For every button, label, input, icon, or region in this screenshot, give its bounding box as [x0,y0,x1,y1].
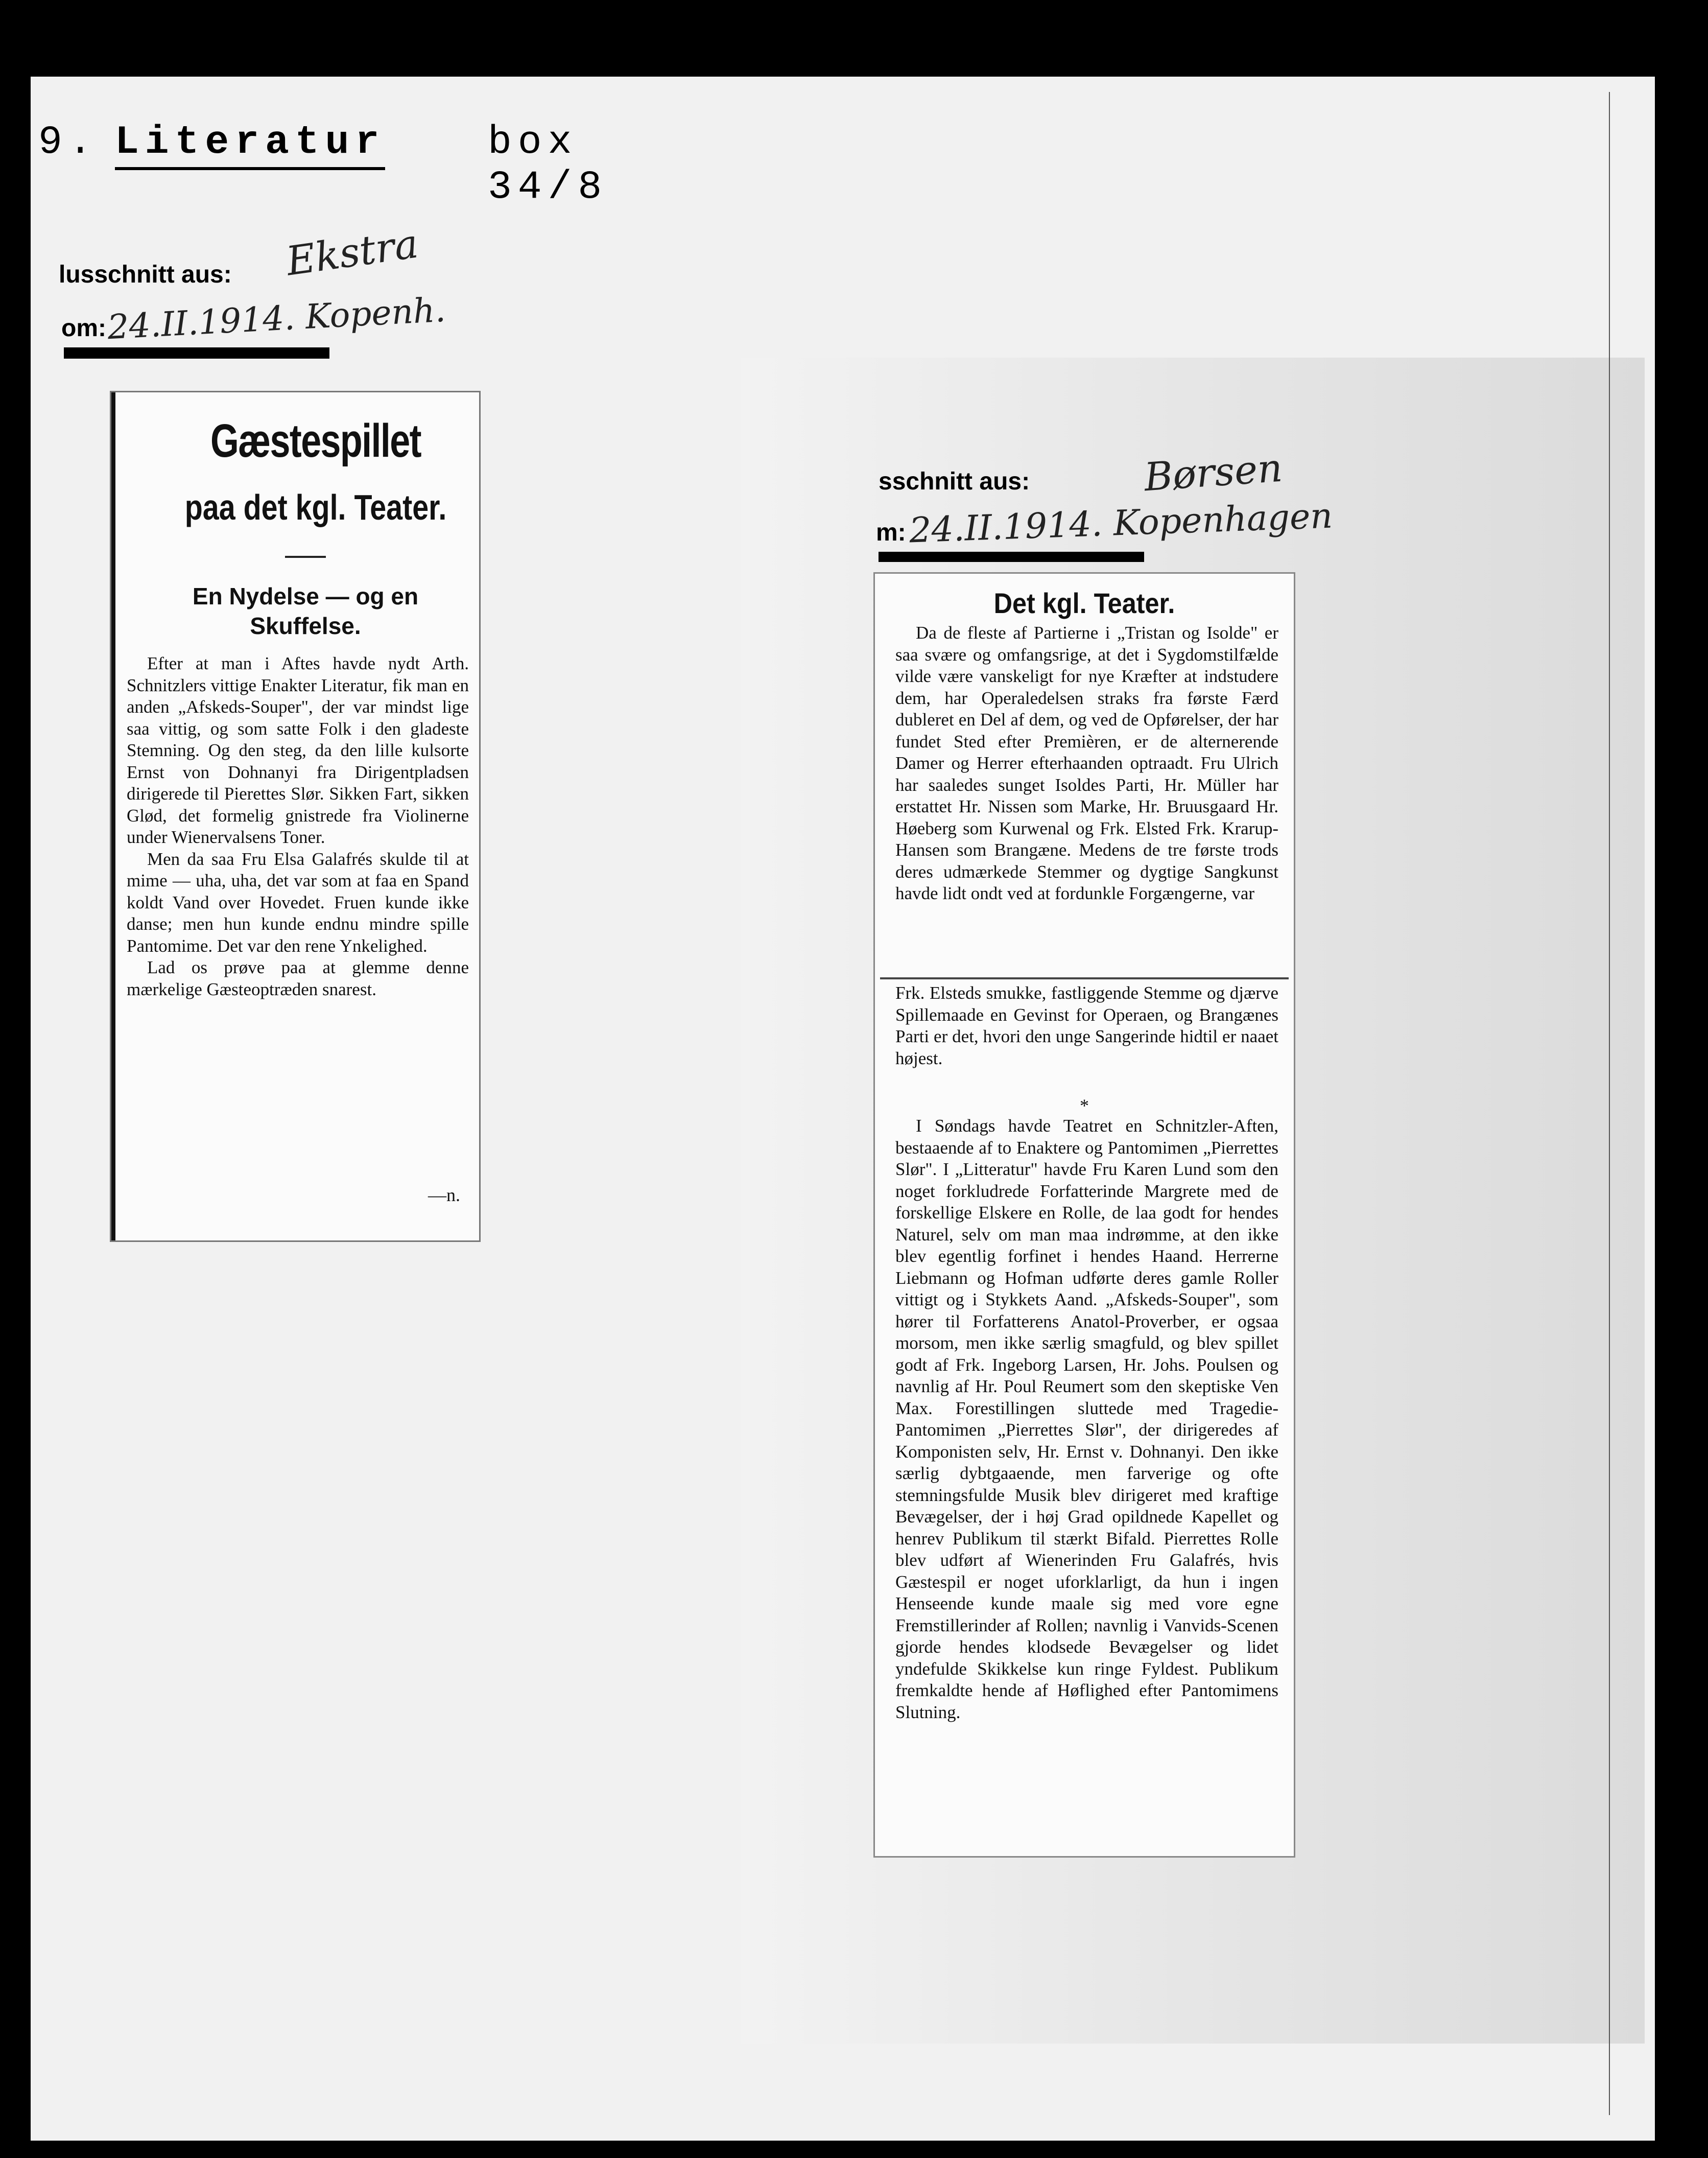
clip1-date-handwritten: 24.II.1914. Kopenh. [106,290,447,347]
clip2-source-label: sschnitt aus: [879,468,1030,495]
newspaper-clipping-1 [110,391,481,1242]
clip2-separator: * [1080,1095,1089,1116]
clip2-paragraph-3: I Søndags havde Teatret en Schnitzler-Aften, bestaaende af to Enaktere og Pantomimen „Pierrettes Slør". I „Litteratur" havde Fru Karen Lund som den noget forkludrede Forfatterinde Margrete med de forskellige Elskere en Rolle, de laa godt for hendes Naturel, selv om man maa indrømme, at den ikke blev egentlig forfinet i hendes Haand. Herrerne Liebmann og Hofman udførte deres gamle Roller vittigt og i Stykkets Aand. „Afskeds-Souper", som hører til Forfatterens Anatol-Proverber, er ogsaa morsom, men ikke særlig smagfuld, og blev spillet godt af Frk. Ingeborg Larsen, Hr. Johs. Poulsen og navnlig af Hr. Poul Reumert som den skeptiske Ven Max. Forestillingen sluttede med Tragedie-Pantomimen „Pierrettes Slør", der dirigeredes af Komponisten selv, Hr. Ernst v. Dohnanyi. Den ikke særlig dybtgaaende, men farverige og ofte stemningsfulde Musik blev dirigeret med kraftige Bevægelser, der i høj Grad opildnede Kapellet og henrev Publikum til stærkt Bifald. Pierrettes Rolle blev udført af Wienerinden Fru Galafrés, hvis Gæstespil er noget uforklarligt, da hun i ingen Henseende kunde maale sig med vore egne Fremstillerinder af Rollen; navnlig i Vanvids-Scenen gjorde hendes klodsede Bevægelser og lidet yndefulde Skikkelse kun ringe Fyldest. Publikum fremkaldte hende af Høflighed efter Pantomimens Slutning. [895,1116,1278,1722]
clip1-body [127,653,469,1000]
clip2-body-part-2 [895,982,1278,1069]
clip1-headline-dash [285,556,326,558]
header-number: 9. [38,120,99,165]
clip1-headline: Gæstespillet [210,415,421,467]
clip1-date-underline [64,347,329,359]
clip1-signature: —n. [428,1185,460,1205]
clip2-paragraph-1: Da de fleste af Partierne i „Tristan og Isolde" er saa svære og omfangsrige, at det i Sygdomstilfælde vilde være vanskeligt for nye Kræfter at indstudere dem, har Operaledelsen straks fra første Færd dubleret en Del af dem, og ved de Opførelser, der har fundet Sted efter Premièren, er de alternerende Damer og Herrer efterhaanden optraadt. Fru Ulrich har saaledes sunget Isoldes Parti, Hr. Müller har erstattet Hr. Nissen som Marke, Hr. Bruusgaard Hr. Høeberg som Kurwenal og Frk. Elsted Frk. Krarup-Hansen som Brangæne. Medens de tre første trods deres udmærkede Stemmer og dygtige Sangkunst havde lidt ondt ved at fordunkle Forgængerne, var [895,623,1278,903]
clip1-paragraph-1: Efter at man i Aftes havde nydt Arth. Schnitzlers vittige Enakter Literatur, fik man en anden „Afskeds-Souper", der var mindst lige saa vittig, og som satte Folk i den gladeste Stemning. Og den steg, da den lille kulsorte Ernst von Dohnanyi fra Dirigentpladsen dirigerede til Pierettes Slør. Sikken Fart, sikken Glød, det formelig gnistrede fra Violinerne under Wienervalsens Toner. [127,653,469,847]
clip1-deck-line-1: En Nydelse — og en [192,583,419,609]
newspaper-clipping-2 [873,572,1295,1858]
clip1-paragraph-2: Men da saa Fru Elsa Galafrés skulde til at mime — uha, uha, det var som at faa en Spand koldt Vand over Hovedet. Fruen kunde ikke danse; men hun kunde endnu mindre spille Pantomime. Det var den rene Ynkelighed. [127,849,469,956]
clip1-deck [147,581,464,641]
header-title: Literatur [115,120,385,170]
clip1-date-label: om: [61,315,106,342]
clip1-deck-line-2: Skuffelse. [250,613,361,639]
clip2-date-label: m: [876,519,906,546]
clip1-paragraph-3: Lad os prøve paa at glemme denne mærkelige Gæsteoptræden snarest. [127,957,469,999]
clip2-source-handwritten: Børsen [1143,444,1284,500]
clip1-source-label: lusschnitt aus: [59,261,232,288]
header-box-number: box 34/8 [488,120,608,210]
page-edge [1609,92,1610,2115]
clip2-column-break [880,977,1289,979]
clip2-paragraph-2: Frk. Elsteds smukke, fastliggende Stemme og djærve Spillemaade en Gevinst for Operaen, og Brangænes Parti er det, hvori den unge Sangerinde hidtil er naaet højest. [895,983,1278,1068]
clip1-source-handwritten: Ekstra [283,221,421,285]
clip2-body-part-3 [895,1115,1278,1723]
clip1-subheadline: paa det kgl. Teater. [184,487,447,527]
clip2-date-underline [879,552,1144,562]
clip1-left-rule [111,392,115,1240]
clip2-date-handwritten: 24.II.1914. Kopenhagen [908,496,1334,551]
archive-header [38,120,661,210]
clip2-headline: Det kgl. Teater. [993,587,1175,619]
clip2-body-part-1 [895,622,1278,905]
